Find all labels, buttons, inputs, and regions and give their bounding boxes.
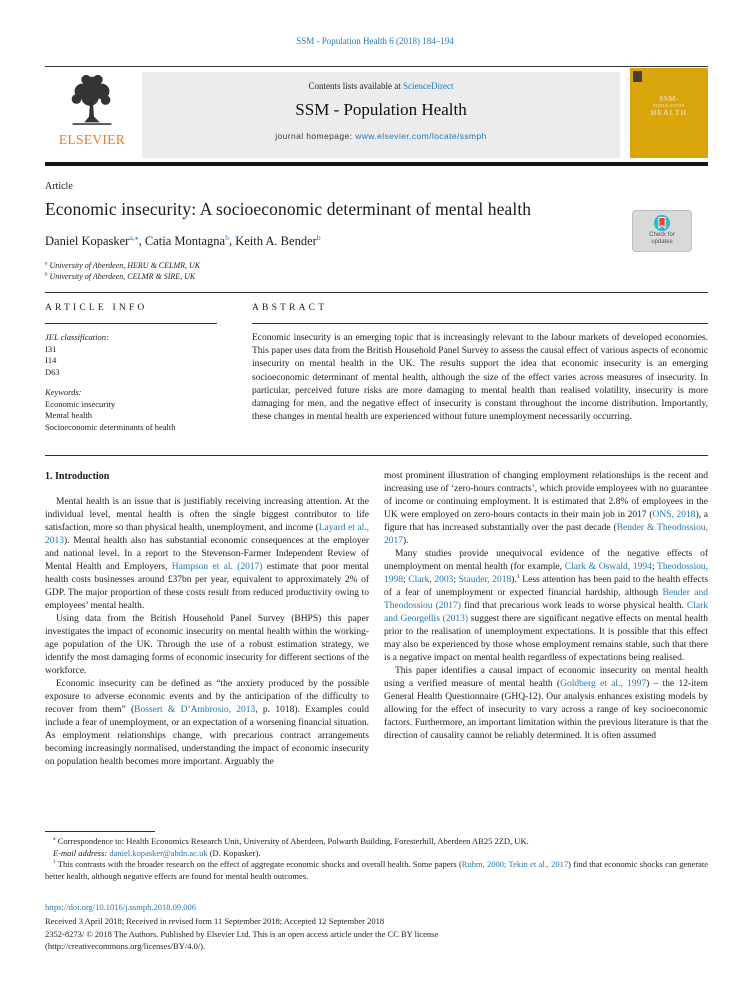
journal-cover-thumbnail[interactable] — [630, 68, 708, 158]
elsevier-wordmark: ELSEVIER — [58, 132, 126, 147]
body-column-right — [384, 470, 708, 833]
link[interactable]: Hampson et al. (2017) — [171, 562, 263, 572]
footnote-1: $^1$ This contrasts with the broader research on the effect of aggregate economic shocks and overall health. Some papers (Ruhm, 2000; Tekin et al., 2017) find that economic shocks can generate better health, although negative effects are found for mental health outcomes. — [45, 859, 708, 881]
link[interactable]: Bender & Theodossiou, 2017 — [384, 523, 708, 546]
keyword: Socioeconomic determinants of health — [45, 421, 176, 432]
elsevier-tree-icon — [46, 71, 138, 131]
link[interactable]: ONS, 2018 — [652, 510, 696, 520]
footnote-divider-rule — [45, 831, 155, 832]
link[interactable]: Bender and Theodossiou (2017) — [384, 588, 708, 611]
link[interactable]: ScienceDirect — [403, 81, 454, 91]
keywords-label: Keywords: — [45, 387, 82, 397]
doi-link[interactable]: https://doi.org/10.1016/j.ssmph.2018.09.006 — [45, 902, 196, 912]
affiliation-b: $^b$ University of Aberdeen, CELMR & SIRE, UK — [45, 272, 196, 281]
link[interactable]: daniel.kopasker@abdn.ac.uk — [109, 847, 208, 858]
contents-lists-line: Contents lists available at ScienceDirect — [308, 81, 454, 91]
link[interactable]: Layard et al., 2013 — [45, 523, 369, 546]
keyword: Economic insecurity — [45, 398, 116, 409]
footnotes-block — [45, 836, 708, 882]
link[interactable]: www.elsevier.com/locate/ssmph — [355, 131, 487, 141]
intro-paragraph: Many studies provide unequivocal evidence of the negative effects of unemployment on mental health (for example, Clark & Oswald, 1994; Theodossiou, 1998; Clark, 2003; Stauder, 2018).$^1$ Less attention has been paid to the health effects of a fear of unemployment or expected financial hardship, although Bender and Theodossiou (2017) find that precarious work leads to worse physical health. Clark and Georgellis (2013) suggest there are significant negative effects on mental health prior to the realisation of unemployment expectations. It is possible that this effect may also be experienced by those whose employment remains stable, such that there is a negative impact on mental health regardless of expectations being realised. — [384, 549, 708, 663]
jel-code: D63 — [45, 366, 60, 377]
jel-code: I31 — [45, 343, 57, 354]
jel-code: I14 — [45, 355, 57, 365]
intro-paragraph: Mental health is an issue that is justifiably receiving increasing attention. At the individual level, mental health is often the single biggest contributor to life satisfaction, more so than physical health, unemployment, and income (Layard et al., 2013). Mental health also has substantial economic consequences at the employer and national level. In a report to the Stevenson-Farmer Independent Review of Mental Health and Employers, Hampson et al. (2017) estimate that poor mental health costs businesses around £37bn per year, equivalent to approximately 2% of GDP. The major proportion of these costs result from reduced productivity owing to employees’ mental health. — [45, 497, 369, 611]
journal-homepage-line: journal homepage: www.elsevier.com/locate/ssmph — [275, 131, 487, 141]
received-dates-line: Received 3 April 2018; Received in revised form 11 September 2018; Accepted 12 September 2018 — [45, 916, 385, 926]
issn-copyright-line: 2352-8273/ © 2018 The Authors. Published by Elsevier Ltd. This is an open access article under the CC BY license — [45, 929, 439, 939]
check-updates-label-1: Check for — [649, 232, 675, 238]
link[interactable]: Clark & Oswald, 1994 — [564, 562, 652, 572]
link[interactable]: b — [316, 232, 321, 242]
abstract-underline — [252, 323, 708, 324]
article-info-underline — [45, 323, 217, 324]
link[interactable]: Bossert & D’Ambrosio, 2013 — [134, 705, 256, 715]
link[interactable]: Stauder, 2018 — [458, 575, 512, 585]
cover-mini-logo-icon — [633, 71, 642, 82]
article-type-label: Article — [45, 181, 73, 192]
intro-paragraph: Economic insecurity can be defined as “the anxiety produced by the possible exposure to adverse economic events and by the anticipation of the difficulty to recover from them” (Bossert & D’Ambrosio, 2013, p. 1018). Examples could include a fear of unemployment, or an expectation of a worsening financial situation. As employment relationships change, with precarious contract arrangements becoming increasingly normalised, understanding the impact of economic insecurity on population health becomes more important. Arguably the — [45, 679, 369, 767]
link[interactable]: Theodossiou, 1998 — [384, 562, 708, 585]
check-updates-label-2: updates — [651, 238, 673, 245]
link[interactable]: Goldberg et al., 1997 — [560, 679, 647, 689]
intro-paragraph: This paper identifies a causal impact of economic insecurity on mental health using a verified measure of mental health (Goldberg et al., 1997) – the 12-item General Health Questionnaire (GHQ-12). Our analysis enhances existing models by allowing for the effect of insecurity to vary across a range of key socioeconomic factors. Furthermore, an important limitation within the previous literature is that the direction of causality cannot be reliably determined. It is often assumed — [384, 666, 708, 741]
link[interactable]: Ruhm, 2000; Tekin et al., 2017 — [461, 859, 569, 869]
masthead-top-rule — [45, 66, 708, 67]
correspondence-footnote: ⁎ Correspondence to: Health Economics Research Unit, University of Aberdeen, Polwarth Building, Foresterhill, Aberdeen AB25 2ZD, UK. — [53, 836, 529, 846]
article-info-heading: ARTICLE INFO — [45, 303, 148, 313]
affiliation-a: $^a$ University of Aberdeen, HERU & CELMR, UK — [45, 261, 201, 270]
jel-label: JEL classification: — [45, 332, 109, 342]
abstract-text: Economic insecurity is an emerging topic that is increasingly relevant to the labour markets of developed economies. This paper uses data from the British Household Panel Survey to assess the causal effect of various aspects of economic insecurity on mental health in the UK. The results support the idea that economic insecurity is an emerging socioeconomic determinant of mental health, although the size of the effect varies across measures of insecurity. In particular, perceived future risks are more damaging to mental health than realised volatility, insecurity is more damaging for men, and the negative effect of insecurity is constant throughout the income distribution. Importantly, these changes in mental health are experienced without future unemployment necessarily occurring. — [252, 333, 708, 423]
license-line: (http://creativecommons.org/licenses/BY/4.0/). — [45, 941, 206, 951]
check-for-updates-badge[interactable] — [632, 210, 692, 252]
affiliations — [45, 260, 200, 282]
cover-line-1: SSM- — [659, 94, 679, 103]
section-heading-introduction: 1. Introduction — [45, 471, 110, 482]
journal-title: SSM - Population Health — [295, 100, 467, 119]
intro-paragraph: most prominent illustration of changing employment relationships is the recent and increasing use of ‘zero-hours contracts’, which provide employees with no guarantee of income or continuing employment. It is estimated that 2.8% of employees in the UK were employed on zero-hours contacts in their main job in 2017 (ONS, 2018), a figure that has increased substantially over the past decade (Bender & Theodossiou, 2017). — [384, 471, 708, 546]
article-title: Economic insecurity: A socioeconomic determinant of mental health — [45, 199, 532, 219]
article-info-column — [45, 332, 240, 433]
abstract-bottom-rule — [45, 455, 708, 456]
journal-citation-header: SSM - Population Health 6 (2018) 184–194 — [296, 36, 454, 46]
cover-line-2: POPULATION — [653, 103, 685, 108]
cover-title-text — [630, 94, 708, 117]
intro-paragraph: Using data from the British Household Panel Survey (BHPS) this paper investigates the impact of economic insecurity on mental health within the working-age population of the UK. Through the use of a robust estimation strategy, we identify the most damaging forms of economic insecurity for different sections of the workforce. — [45, 614, 369, 676]
link[interactable]: Clark and Georgellis (2013) — [384, 601, 708, 624]
abstract-heading: ABSTRACT — [252, 303, 328, 313]
link[interactable]: a,⁎ — [129, 232, 139, 242]
email-footnote: E-mail address: daniel.kopasker@abdn.ac.uk (D. Kopasker). — [53, 847, 261, 858]
elsevier-logo[interactable] — [46, 71, 138, 161]
masthead-bottom-bar — [45, 162, 708, 166]
crossmark-icon — [653, 214, 671, 232]
author-line: Daniel Kopasker$^{a,⁎}$, Catia Montagna$^b$, Keith A. Bender$^b$ — [45, 232, 321, 248]
link[interactable]: b — [225, 232, 229, 242]
keyword: Mental health — [45, 410, 92, 420]
spacer — [45, 378, 240, 387]
link[interactable]: Clark, 2003 — [408, 575, 454, 585]
journal-masthead — [142, 72, 620, 158]
cover-line-3: HEALTH — [650, 108, 688, 117]
body-column-left — [45, 470, 369, 833]
info-top-rule — [45, 292, 708, 293]
